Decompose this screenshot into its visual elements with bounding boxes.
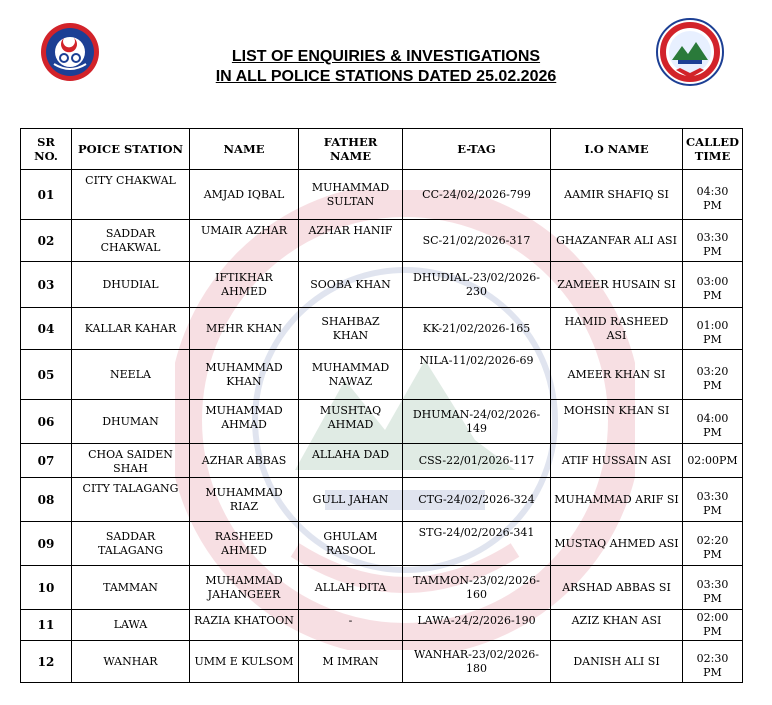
row-station: CITY TALAGANG [72,478,190,522]
row-io: MOHSIN KHAN SI [551,400,683,444]
row-io: MUHAMMAD ARIF SI [551,478,683,522]
row-name: MEHR KHAN [190,308,299,350]
row-name: RAZIA KHATOON [190,610,299,641]
row-father: MUSHTAQ AHMAD [299,400,403,444]
table-row [21,220,743,262]
row-time: 02:00 PM [683,610,743,641]
row-sr: 09 [21,522,72,566]
row-name: MUHAMMAD KHAN [190,350,299,400]
header-name: NAME [190,129,299,170]
row-station: KALLAR KAHAR [72,308,190,350]
row-sr: 03 [21,262,72,308]
table-row [21,610,743,641]
row-station: TAMMAN [72,566,190,610]
row-io: ATIF HUSSAIN ASI [551,444,683,478]
row-time: 02:30 PM [683,641,743,683]
row-father: - [299,610,403,641]
row-etag: LAWA-24/2/2026-190 [403,610,551,641]
header-e-tag: E-TAG [403,129,551,170]
row-name: MUHAMMAD JAHANGEER [190,566,299,610]
row-time: 03:30 PM [683,478,743,522]
row-sr: 08 [21,478,72,522]
header-called-time: CALLED TIME [683,129,743,170]
table-row [21,262,743,308]
enquiries-table [20,128,743,683]
row-etag: DHUDIAL-23/02/2026-230 [403,262,551,308]
row-sr: 11 [21,610,72,641]
row-io: GHAZANFAR ALI ASI [551,220,683,262]
row-father: MUHAMMAD SULTAN [299,170,403,220]
row-etag: DHUMAN-24/02/2026-149 [403,400,551,444]
row-station: DHUDIAL [72,262,190,308]
row-father: SHAHBAZ KHAN [299,308,403,350]
row-time: 03:00 PM [683,262,743,308]
row-name: UMM E KULSOM [190,641,299,683]
row-father: GULL JAHAN [299,478,403,522]
row-time: 01:00 PM [683,308,743,350]
row-time: 03:30 PM [683,220,743,262]
title-line-1: LIST OF ENQUIRIES & INVESTIGATIONS [231,48,541,65]
row-etag: TAMMON-23/02/2026-160 [403,566,551,610]
table-row [21,566,743,610]
row-name: MUHAMMAD AHMAD [190,400,299,444]
row-time: 02:20 PM [683,522,743,566]
row-io: AZIZ KHAN ASI [551,610,683,641]
table-header-row [21,129,743,170]
row-station: CITY CHAKWAL [72,170,190,220]
row-io: MUSTAQ AHMED ASI [551,522,683,566]
header-sr-no: SR NO. [21,129,72,170]
table-row [21,478,743,522]
row-name: IFTIKHAR AHMED [190,262,299,308]
row-io: ZAMEER HUSAIN SI [551,262,683,308]
row-time: 02:00PM [683,444,743,478]
row-io: DANISH ALI SI [551,641,683,683]
row-etag: NILA-11/02/2026-69 [403,350,551,400]
row-time: 04:00 PM [683,400,743,444]
row-name: MUHAMMAD RIAZ [190,478,299,522]
row-time: 03:30 PM [683,566,743,610]
row-father: ALLAH DITA [299,566,403,610]
header-father-name: FATHER NAME [299,129,403,170]
row-father: MUHAMMAD NAWAZ [299,350,403,400]
row-etag: WANHAR-23/02/2026-180 [403,641,551,683]
row-sr: 02 [21,220,72,262]
row-father: GHULAM RASOOL [299,522,403,566]
table-row [21,400,743,444]
row-father: M IMRAN [299,641,403,683]
table-row [21,170,743,220]
row-name: UMAIR AZHAR [190,220,299,262]
row-sr: 01 [21,170,72,220]
row-station: CHOA SAIDEN SHAH [72,444,190,478]
row-time: 04:30 PM [683,170,743,220]
row-etag: CSS-22/01/2026-117 [403,444,551,478]
row-io: HAMID RASHEED ASI [551,308,683,350]
row-father: ALLAHA DAD [299,444,403,478]
row-sr: 06 [21,400,72,444]
row-sr: 05 [21,350,72,400]
row-station: DHUMAN [72,400,190,444]
row-sr: 04 [21,308,72,350]
row-name: AZHAR ABBAS [190,444,299,478]
row-io: ARSHAD ABBAS SI [551,566,683,610]
table-row [21,350,743,400]
row-station: NEELA [72,350,190,400]
row-station: SADDAR TALAGANG [72,522,190,566]
title-line-2: IN ALL POLICE STATIONS DATED 25.02.2026 [215,68,557,85]
header-io-name: I.O NAME [551,129,683,170]
row-father: AZHAR HANIF [299,220,403,262]
row-etag: KK-21/02/2026-165 [403,308,551,350]
table-row [21,522,743,566]
table-row [21,308,743,350]
row-station: LAWA [72,610,190,641]
row-station: WANHAR [72,641,190,683]
row-etag: STG-24/02/2026-341 [403,522,551,566]
row-io: AAMIR SHAFIQ SI [551,170,683,220]
row-station: SADDAR CHAKWAL [72,220,190,262]
row-sr: 07 [21,444,72,478]
row-father: SOOBA KHAN [299,262,403,308]
row-io: AMEER KHAN SI [551,350,683,400]
header-police-station: POICE STATION [72,129,190,170]
row-sr: 10 [21,566,72,610]
row-time: 03:20 PM [683,350,743,400]
row-name: AMJAD IQBAL [190,170,299,220]
row-name: RASHEED AHMED [190,522,299,566]
table-row [21,444,743,478]
row-etag: CTG-24/02/2026-324 [403,478,551,522]
page-title [0,47,772,87]
table-row [21,641,743,683]
row-etag: CC-24/02/2026-799 [403,170,551,220]
row-sr: 12 [21,641,72,683]
row-etag: SC-21/02/2026-317 [403,220,551,262]
